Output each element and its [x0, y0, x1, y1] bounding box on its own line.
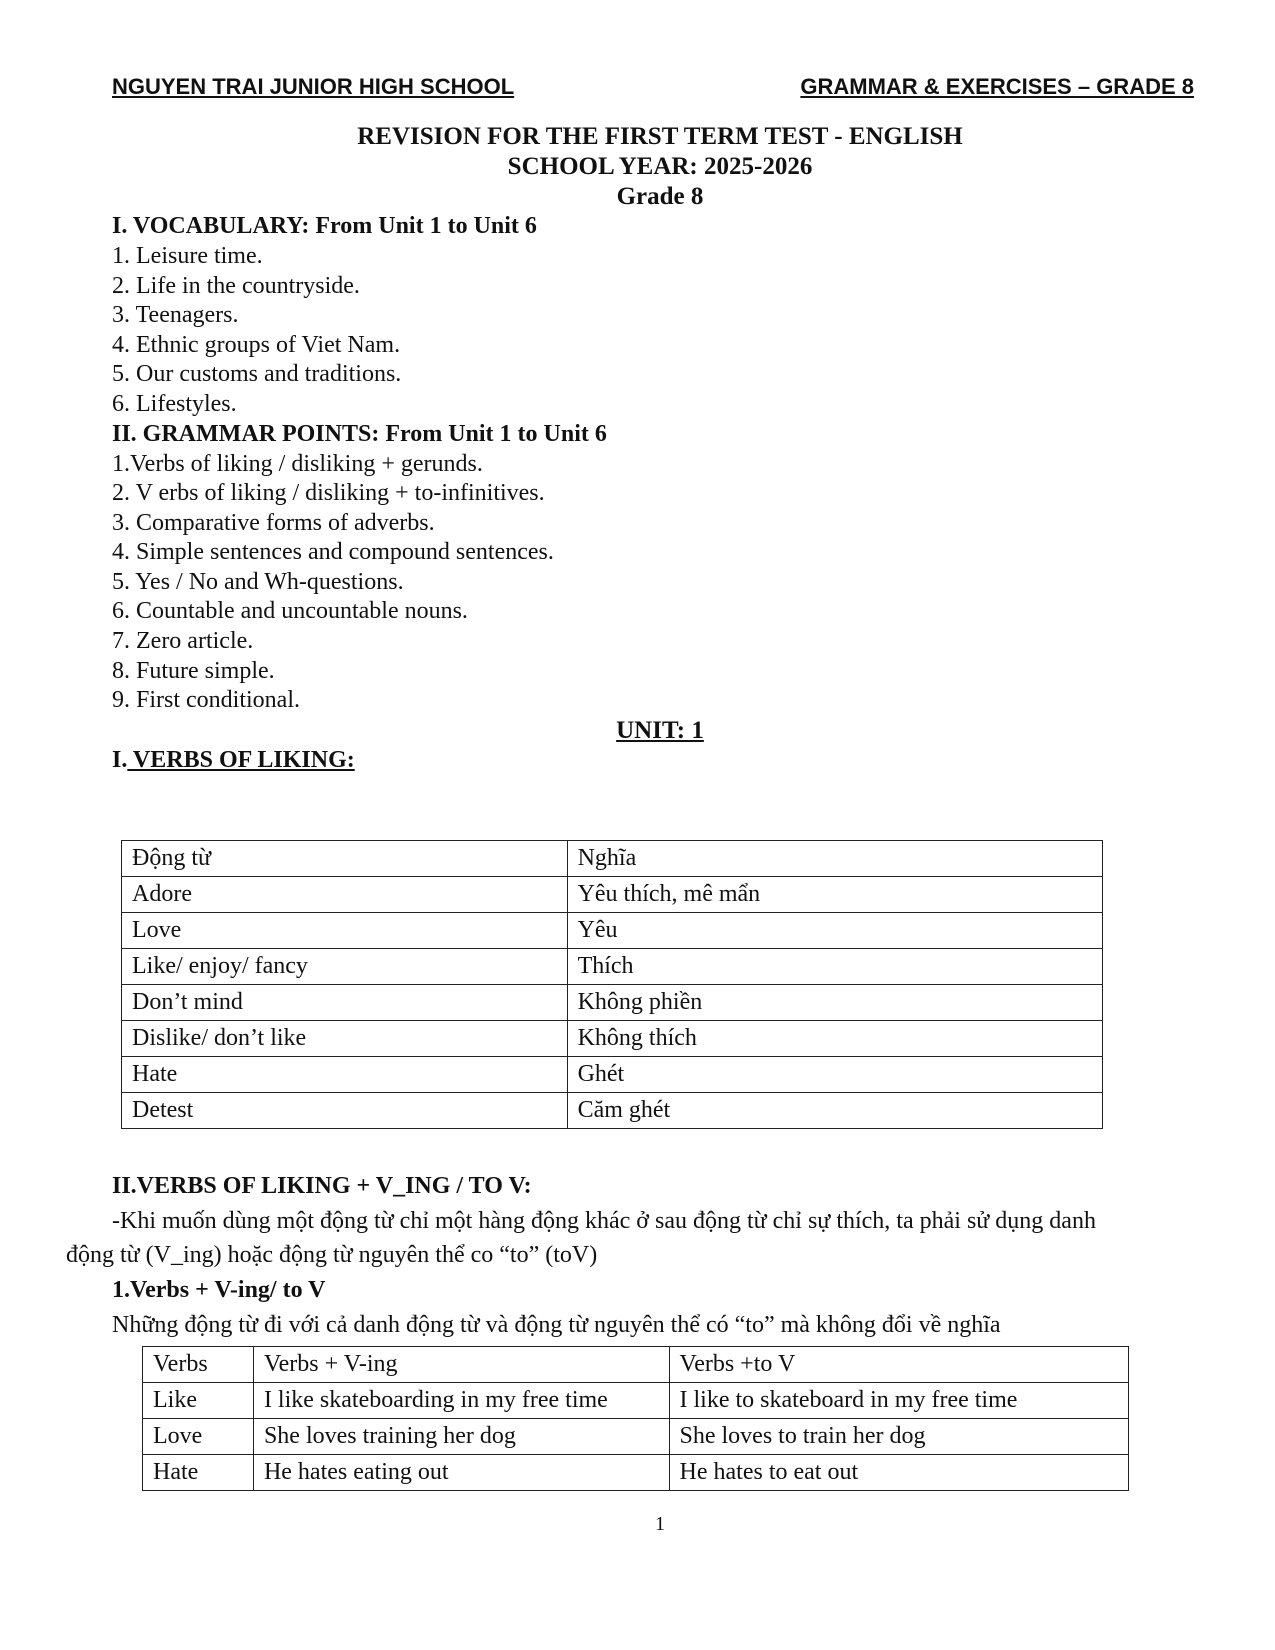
grammar-item: 3. Comparative forms of adverbs. — [112, 510, 435, 536]
grammar-item: 5. Yes / No and Wh-questions. — [112, 569, 404, 595]
table-cell: Adore — [122, 877, 568, 913]
section2-heading: II.VERBS OF LIKING + V_ING / TO V: — [112, 1173, 532, 1199]
examples-table — [142, 1346, 1129, 1491]
table-cell: Yêu — [567, 913, 1102, 949]
vocab-item: 5. Our customs and traditions. — [112, 361, 402, 387]
subsection1-heading: 1.Verbs + V-ing/ to V — [112, 1277, 326, 1303]
grammar-item: 2. V erbs of liking / disliking + to-infinitives. — [112, 480, 545, 506]
grammar-item: 8. Future simple. — [112, 658, 275, 684]
table-row — [143, 1347, 1129, 1383]
grammar-item: 4. Simple sentences and compound sentences. — [112, 539, 554, 565]
table-cell: Nghĩa — [567, 841, 1102, 877]
table-row — [122, 913, 1103, 949]
vocab-item: 2. Life in the countryside. — [112, 273, 360, 299]
table-cell: I like skateboarding in my free time — [253, 1383, 669, 1419]
grammar-item: 9. First conditional. — [112, 687, 300, 713]
subject-title: GRAMMAR & EXERCISES – GRADE 8 — [800, 74, 1194, 99]
table-cell: Verbs + V-ing — [253, 1347, 669, 1383]
grammar-item: 6. Countable and uncountable nouns. — [112, 598, 468, 624]
table-row — [122, 1093, 1103, 1129]
table-cell: He hates eating out — [253, 1455, 669, 1491]
table-cell: Động từ — [122, 841, 568, 877]
unit-title: UNIT: 1 — [616, 717, 704, 744]
table-cell: Căm ghét — [567, 1093, 1102, 1129]
subsection1-description: Những động từ đi với cả danh động từ và động từ nguyên thể có “to” mà không đổi về nghĩa — [112, 1312, 1001, 1338]
vocab-item: 3. Teenagers. — [112, 302, 239, 328]
table-row — [122, 1057, 1103, 1093]
table-row — [122, 985, 1103, 1021]
table-cell: Love — [122, 913, 568, 949]
vocab-item: 6. Lifestyles. — [112, 391, 237, 417]
table-cell: Không thích — [567, 1021, 1102, 1057]
vocabulary-heading: I. VOCABULARY: From Unit 1 to Unit 6 — [112, 213, 537, 239]
verbs-table — [121, 840, 1103, 1129]
table-cell: Yêu thích, mê mẩn — [567, 877, 1102, 913]
table-cell: Dislike/ don’t like — [122, 1021, 568, 1057]
table-cell: Hate — [143, 1455, 254, 1491]
section2-paragraph-line1: -Khi muốn dùng một động từ chỉ một hàng động khác ở sau động từ chỉ sự thích, ta phải sử dụng danh — [112, 1208, 1096, 1234]
section1-title: VERBS OF LIKING: — [127, 747, 355, 773]
grammar-item: 7. Zero article. — [112, 628, 254, 654]
section1-heading — [112, 747, 355, 774]
table-cell: Detest — [122, 1093, 568, 1129]
table-row — [143, 1419, 1129, 1455]
table-cell: Ghét — [567, 1057, 1102, 1093]
section1-number: I. — [112, 747, 128, 773]
page-number: 1 — [655, 1513, 665, 1535]
grade-label: Grade 8 — [616, 183, 704, 210]
table-cell: She loves training her dog — [253, 1419, 669, 1455]
table-row — [122, 841, 1103, 877]
table-cell: She loves to train her dog — [669, 1419, 1128, 1455]
table-row — [122, 1021, 1103, 1057]
doc-title: REVISION FOR THE FIRST TERM TEST - ENGLISH — [357, 123, 963, 150]
table-cell: Like/ enjoy/ fancy — [122, 949, 568, 985]
table-cell: Không phiền — [567, 985, 1102, 1021]
table-cell: Verbs — [143, 1347, 254, 1383]
table-cell: Thích — [567, 949, 1102, 985]
table-cell: Like — [143, 1383, 254, 1419]
school-year: SCHOOL YEAR: 2025-2026 — [507, 153, 813, 180]
table-row — [122, 949, 1103, 985]
section2-paragraph-line2: động từ (V_ing) hoặc động từ nguyên thể co “to” (toV) — [66, 1242, 598, 1268]
table-row — [122, 877, 1103, 913]
table-cell: He hates to eat out — [669, 1455, 1128, 1491]
grammar-item: 1.Verbs of liking / disliking + gerunds. — [112, 451, 483, 477]
table-cell: Love — [143, 1419, 254, 1455]
grammar-heading: II. GRAMMAR POINTS: From Unit 1 to Unit 6 — [112, 421, 607, 447]
vocab-item: 4. Ethnic groups of Viet Nam. — [112, 332, 401, 358]
school-name: NGUYEN TRAI JUNIOR HIGH SCHOOL — [112, 74, 515, 99]
table-cell: I like to skateboard in my free time — [669, 1383, 1128, 1419]
table-cell: Hate — [122, 1057, 568, 1093]
table-cell: Verbs +to V — [669, 1347, 1128, 1383]
table-row — [143, 1383, 1129, 1419]
table-cell: Don’t mind — [122, 985, 568, 1021]
vocab-item: 1. Leisure time. — [112, 243, 263, 269]
table-row — [143, 1455, 1129, 1491]
